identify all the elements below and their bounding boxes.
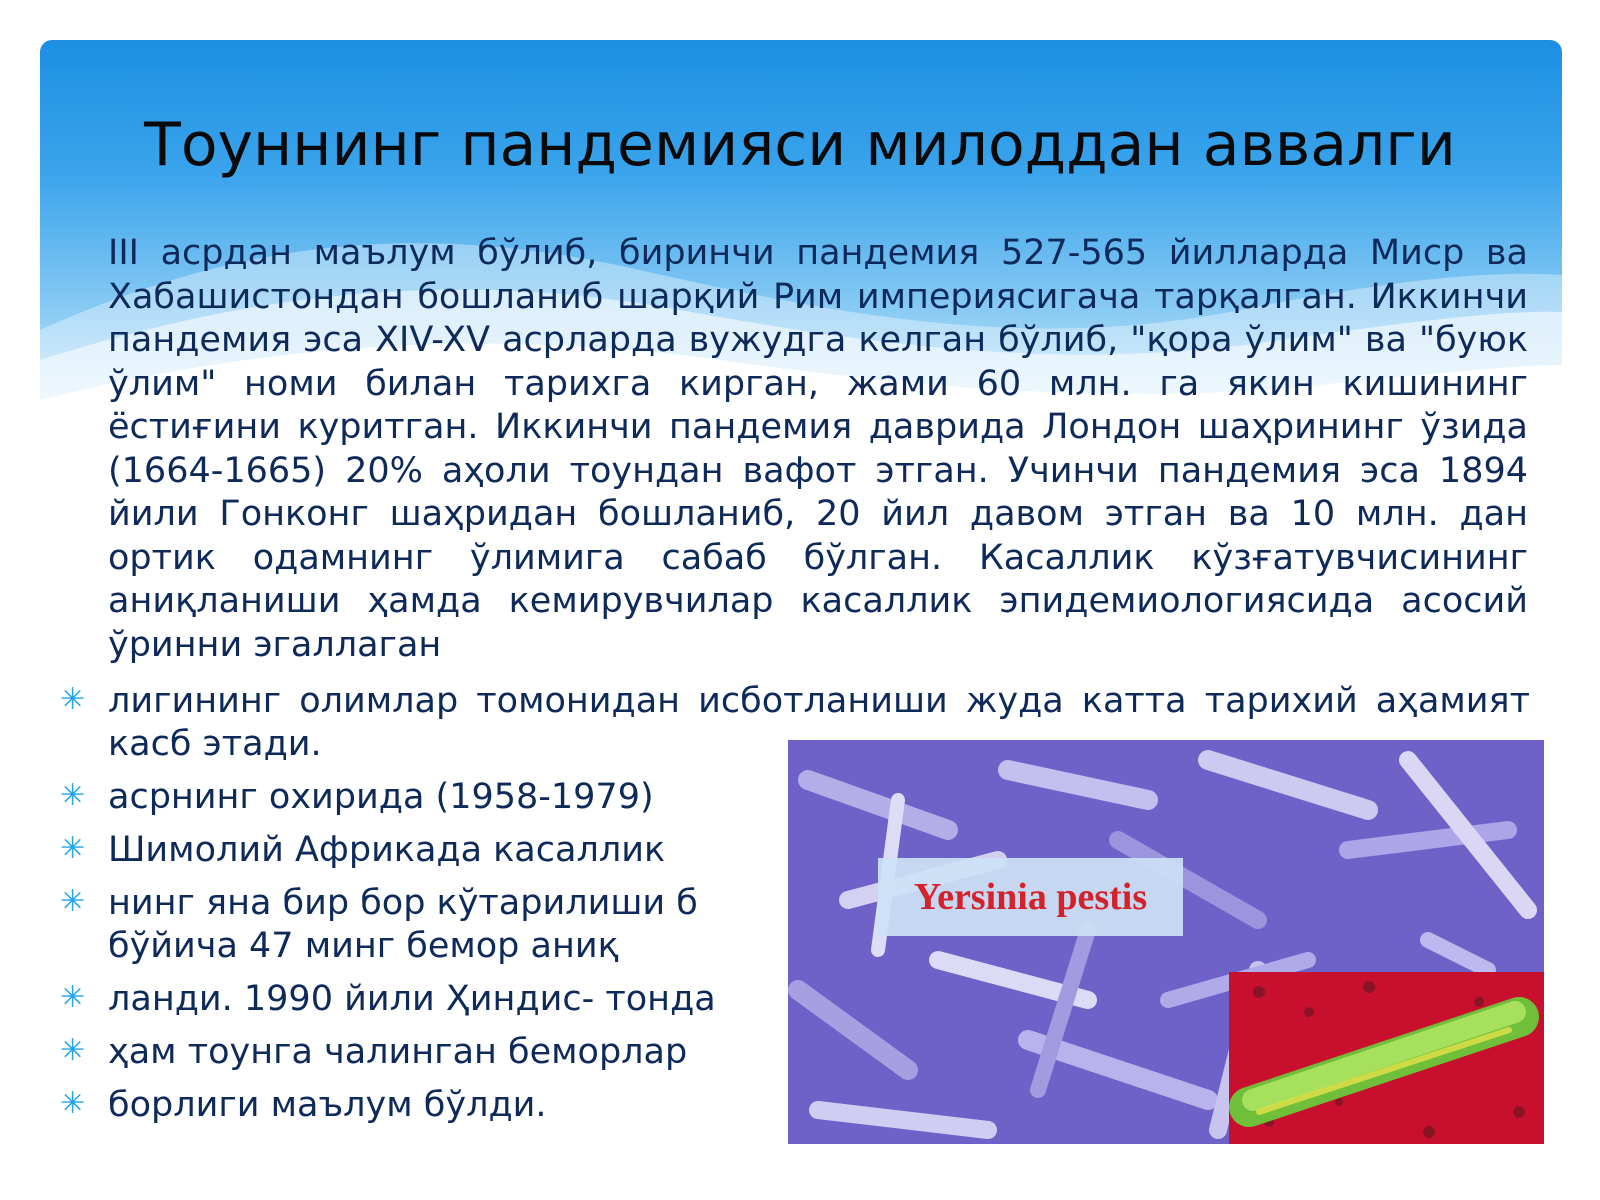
rod-bacterium-icon (1229, 972, 1544, 1144)
asterisk-bullet-icon: ✳ (60, 682, 86, 717)
bacterium-inset (1229, 972, 1544, 1144)
bullet-item: ✳ ланди. 1990 йили Ҳиндис- тонда (60, 978, 808, 1021)
asterisk-bullet-icon: ✳ (60, 831, 86, 866)
bacteria-photo (788, 740, 1544, 1144)
asterisk-bullet-icon: ✳ (60, 1086, 86, 1121)
asterisk-bullet-icon: ✳ (60, 778, 86, 813)
asterisk-bullet-icon: ✳ (60, 980, 86, 1015)
asterisk-bullet-icon: ✳ (60, 884, 86, 919)
species-label-box (878, 858, 1183, 936)
slide-title: Тоуннинг пандемияси милоддан аввалги (144, 110, 1456, 180)
bullet-item: ✳ ҳам тоунга чалинган беморлар (60, 1031, 808, 1074)
bullet-item: ✳ лигининг олимлар томонидан исботланиши жуда катта тарихий аҳамият касб этади. (60, 680, 1530, 766)
asterisk-bullet-icon: ✳ (60, 1033, 86, 1068)
intro-paragraph: III асрдан маълум бўлиб, биринчи пандемия 527-565 йилларда Миср ва Хабашистондан бошланиб шарқий Рим империясигача тарқалган. Иккинчи пандемия эса XIV-XV асрларда вужудга келган бўлиб, "қора ўлим" ва "буюк ўлим" номи билан тарихга кирган, жами 60 млн. га якин кишининг ёстиғини куритган. Иккинчи пандемия даврида Лондон шаҳрининг ўзида (1664-1665) 20% аҳоли тоундан вафот этган. Учинчи пандемия эса 1894 йили Гонконг шаҳридан бошланиб, 20 йил давом этган ва 10 млн. дан ортик одамнинг ўлимига сабаб бўлган. Касаллик кўзғатувчисининг аниқланиши ҳамда кемирувчилар касаллик эпидемиологиясида асосий ўринни эгаллаган (108, 233, 1528, 665)
species-label: Yersinia pestis (913, 876, 1148, 918)
bullet-item: ✳ борлиги маълум бўлди. (60, 1084, 808, 1127)
bullet-item: ✳ нинг яна бир бор кўтарилиши б бўйича 47 минг бемор аниқ (60, 882, 808, 968)
bullet-item: ✳ Шимолий Африкада касаллик (60, 829, 808, 872)
bullet-item: ✳ асрнинг охирида (1958-1979) (60, 776, 808, 819)
